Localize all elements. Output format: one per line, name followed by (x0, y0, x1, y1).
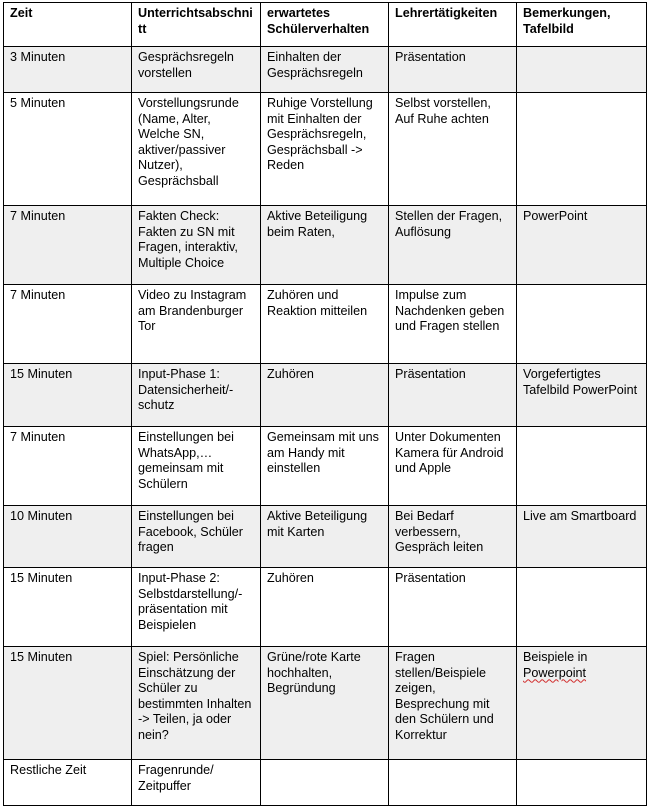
table-row (4, 364, 647, 427)
cell-bemerkung (517, 647, 647, 760)
cell-schueler: Zuhören (261, 568, 389, 647)
cell-lehrer: Präsentation (389, 47, 517, 93)
cell-schueler: Ruhige Vorstellung mit Einhalten der Gesprächsregeln, Gesprächsball -> Reden (261, 93, 389, 206)
header-row (4, 3, 647, 47)
cell-abschnitt: Spiel: Persönliche Einschätzung der Schüler zu bestimmten Inhalten -> Teilen, ja oder nein? (132, 647, 261, 760)
cell-schueler: Aktive Beteiligung mit Karten (261, 506, 389, 568)
cell-abschnitt: Gesprächsregeln vorstellen (132, 47, 261, 93)
cell-zeit: 5 Minuten (4, 93, 132, 206)
table-row (4, 206, 647, 285)
cell-abschnitt: Fakten Check: Fakten zu SN mit Fragen, interaktiv, Multiple Choice (132, 206, 261, 285)
cell-abschnitt: Input-Phase 2: Selbstdarstellung/-präsentation mit Beispielen (132, 568, 261, 647)
table-row (4, 568, 647, 647)
cell-zeit: Restliche Zeit (4, 760, 132, 806)
cell-zeit: 3 Minuten (4, 47, 132, 93)
bemerkung-text: Beispiele in (523, 650, 588, 664)
cell-abschnitt: Einstellungen bei WhatsApp,… gemeinsam mit Schülern (132, 427, 261, 506)
header-zeit: Zeit (4, 3, 132, 47)
table-row (4, 506, 647, 568)
cell-schueler: Zuhören (261, 364, 389, 427)
cell-schueler: Gemeinsam mit uns am Handy mit einstellen (261, 427, 389, 506)
cell-abschnitt: Vorstellungsrunde (Name, Alter, Welche SN, aktiver/passiver Nutzer), Gesprächsball (132, 93, 261, 206)
header-unterrichtsabschnitt: Unterrichtsabschnitt (132, 3, 261, 47)
cell-abschnitt: Video zu Instagram am Brandenburger Tor (132, 285, 261, 364)
table-row (4, 93, 647, 206)
cell-lehrer: Unter Dokumenten Kamera für Android und Apple (389, 427, 517, 506)
cell-bemerkung: PowerPoint (517, 206, 647, 285)
cell-lehrer: Bei Bedarf verbessern, Gespräch leiten (389, 506, 517, 568)
cell-lehrer: Fragen stellen/Beispiele zeigen, Besprechung mit den Schülern und Korrektur (389, 647, 517, 760)
cell-lehrer (389, 760, 517, 806)
cell-bemerkung (517, 427, 647, 506)
cell-zeit: 15 Minuten (4, 647, 132, 760)
cell-zeit: 7 Minuten (4, 206, 132, 285)
table-row (4, 47, 647, 93)
header-bemerkungen: Bemerkungen, Tafelbild (517, 3, 647, 47)
table-row (4, 760, 647, 806)
cell-schueler: Aktive Beteiligung beim Raten, (261, 206, 389, 285)
cell-zeit: 10 Minuten (4, 506, 132, 568)
header-lehrertaetigkeiten: Lehrertätigkeiten (389, 3, 517, 47)
cell-zeit: 15 Minuten (4, 364, 132, 427)
cell-zeit: 7 Minuten (4, 285, 132, 364)
cell-bemerkung (517, 285, 647, 364)
spellcheck-underlined-text: Powerpoint (523, 665, 587, 680)
table-row (4, 647, 647, 760)
cell-schueler: Grüne/rote Karte hochhalten, Begründung (261, 647, 389, 760)
table-row (4, 427, 647, 506)
cell-lehrer: Präsentation (389, 364, 517, 427)
cell-bemerkung (517, 93, 647, 206)
cell-bemerkung (517, 568, 647, 647)
cell-lehrer: Selbst vorstellen, Auf Ruhe achten (389, 93, 517, 206)
cell-abschnitt: Einstellungen bei Facebook, Schüler fragen (132, 506, 261, 568)
cell-bemerkung (517, 47, 647, 93)
cell-schueler: Zuhören und Reaktion mitteilen (261, 285, 389, 364)
cell-abschnitt: Input-Phase 1: Datensicherheit/-schutz (132, 364, 261, 427)
header-schuelerverhalten: erwartetes Schülerverhalten (261, 3, 389, 47)
cell-lehrer: Präsentation (389, 568, 517, 647)
lesson-plan-table (3, 2, 647, 806)
cell-zeit: 7 Minuten (4, 427, 132, 506)
cell-abschnitt: Fragenrunde/ Zeitpuffer (132, 760, 261, 806)
cell-lehrer: Impulse zum Nachdenken geben und Fragen stellen (389, 285, 517, 364)
cell-schueler: Einhalten der Gesprächsregeln (261, 47, 389, 93)
cell-schueler (261, 760, 389, 806)
cell-bemerkung: Vorgefertigtes Tafelbild PowerPoint (517, 364, 647, 427)
cell-lehrer: Stellen der Fragen, Auflösung (389, 206, 517, 285)
cell-bemerkung (517, 760, 647, 806)
table-row (4, 285, 647, 364)
cell-bemerkung: Live am Smartboard (517, 506, 647, 568)
cell-zeit: 15 Minuten (4, 568, 132, 647)
